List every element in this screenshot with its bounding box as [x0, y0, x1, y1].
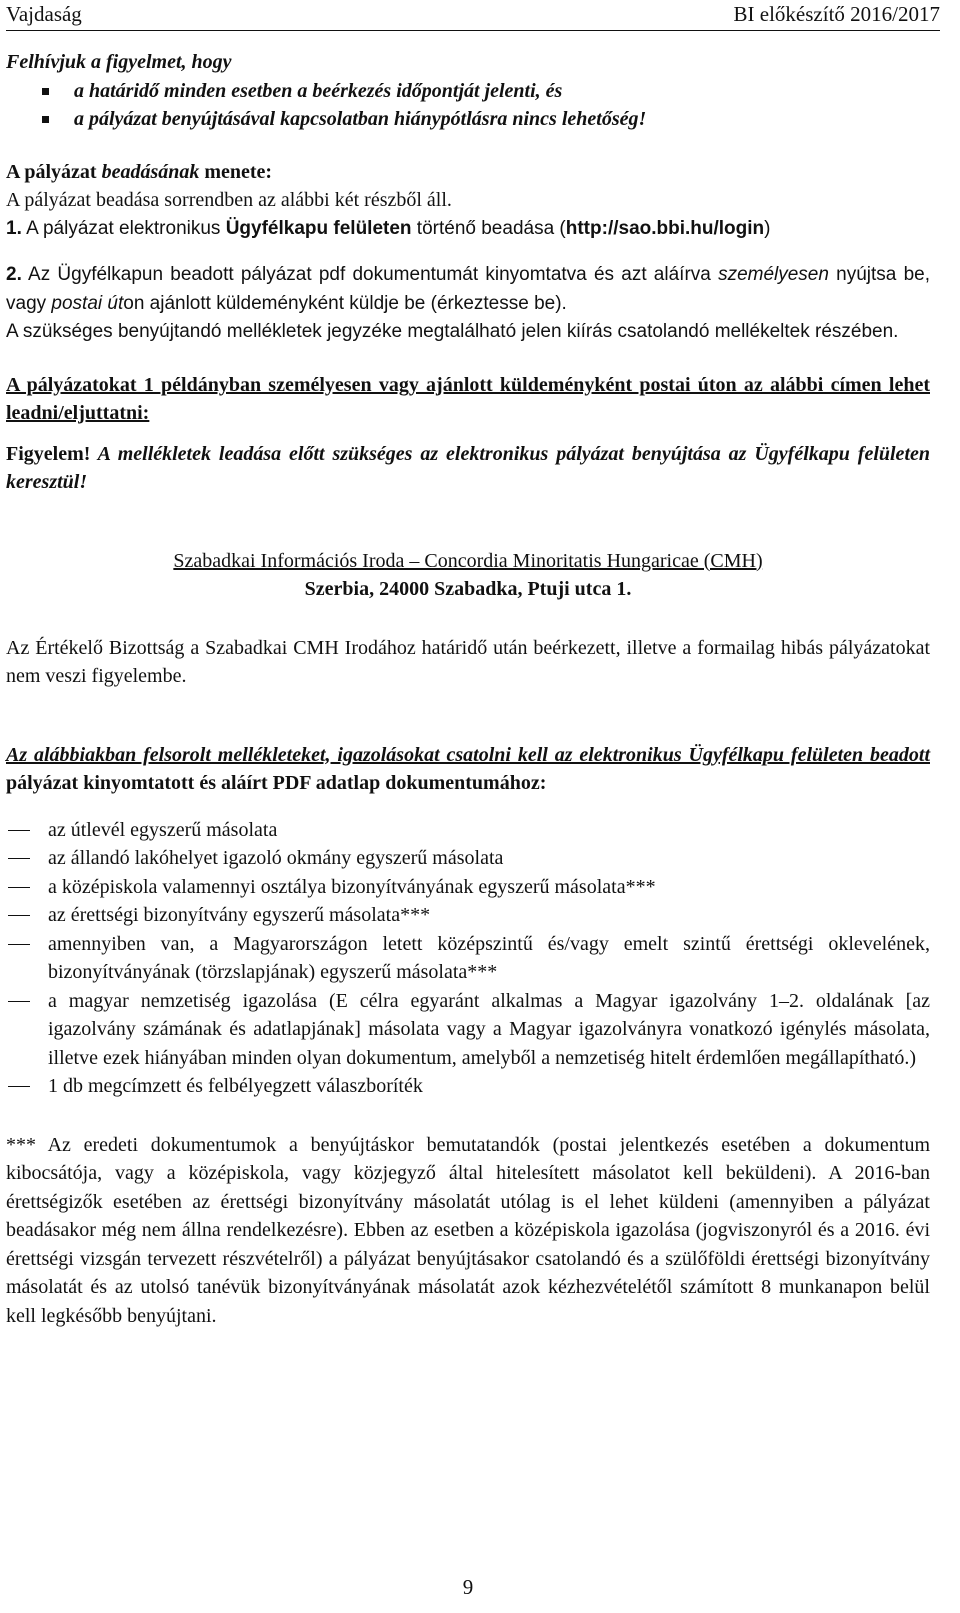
dash-bullet-icon — [8, 1086, 30, 1087]
square-bullet-icon — [42, 116, 49, 123]
dash-bullet-icon — [8, 944, 30, 945]
attachment-item: a középiskola valamennyi osztálya bizonyítványának egyszerű másolata*** — [6, 873, 930, 902]
address-street: Szerbia, 24000 Szabadka, Ptuji utca 1. — [304, 578, 632, 600]
address-office: Szabadkai Információs Iroda – Concordia Minoritatis Hungaricae (CMH) — [173, 549, 763, 572]
dash-bullet-icon — [8, 887, 30, 888]
attachment-item: amennyiben van, a Magyarországon letett középszintű és/vagy emelt szintű érettségi oklevelének, bizonyítványának (törzslapjának) egyszerű másolata*** — [6, 930, 930, 987]
footnote: *** Az eredeti dokumentumok a benyújtáskor bemutatandók (postai jelentkezés esetében a dokumentum kibocsátója, vagy a középiskola, vagy közjegyző által hitelesített másolatot kell beküldeni). A 2016-ban érettségizők esetében az érettségi bizonyítvány másolatát utólag is el lehet küldeni (amennyiben a pályázat beadásakor még nem állna rendelkezésre). Ebben az esetben a középiskola igazolása (jogviszonyról és a 2016. évi érettségi vizsgán tervezett részvételről) a pályázat benyújtásakor csatolandó és a szülőföldi érettségi bizonyítvány másolatát és az utolsó tanévük bizonyítványának másolatát azok kézhezvételétől számított 8 munkanapon belül kell legkésőbb benyújtani. — [6, 1133, 930, 1327]
header-region: Vajdaság — [6, 2, 82, 26]
header-rule — [6, 30, 940, 31]
page-header — [6, 0, 940, 30]
attachment-item: az útlevél egyszerű másolata — [6, 816, 930, 845]
attachments-note: A szükséges benyújtandó mellékletek jegyzéke megtalálható jelen kiírás csatolandó mellékeltek részében. — [6, 321, 899, 342]
process-description: A pályázat beadása sorrendben az alábbi két részből áll. — [6, 189, 452, 211]
process-step-1: 1. A pályázat elektronikus Ügyfélkapu felületen történő beadása (http://sao.bbi.hu/login) — [6, 217, 771, 239]
process-heading: A pályázat beadásának menete: — [6, 160, 273, 183]
dash-bullet-icon — [8, 858, 30, 859]
submission-instruction: A pályázatokat 1 példányban személyesen vagy ajánlott küldeményként postai úton az alábbi címen lehet leadni/eljuttatni: — [6, 373, 930, 424]
dash-bullet-icon — [8, 1001, 30, 1002]
attachment-item: a magyar nemzetiség igazolása (E célra egyaránt alkalmas a Magyar igazolvány 1–2. oldalának [az igazolvány számának és adatlapjának] másolata vagy a Magyar igazolványra vonatkozó igénylés másolata, illetve ezek hiányában minden olyan dokumentum, amelyből a nemzetiség hitelt érdemlően megállapítható.) — [6, 987, 930, 1073]
attachment-item: az állandó lakóhelyet igazoló okmány egyszerű másolata — [6, 844, 930, 873]
page-number: 9 — [462, 1575, 474, 1599]
evaluation-note: Az Értékelő Bizottság a Szabadkai CMH Irodához határidő után beérkezett, illetve a formailag hibás pályázatokat nem veszi figyelembe. — [6, 636, 930, 687]
notice-item: a pályázat benyújtásával kapcsolatban hiánypótlásra nincs lehetőség! — [6, 105, 930, 134]
square-bullet-icon — [42, 88, 49, 95]
page-content — [6, 48, 930, 1330]
dash-bullet-icon — [8, 915, 30, 916]
notice-item: a határidő minden esetben a beérkezés időpontját jelenti, és — [6, 77, 930, 106]
notice-intro: Felhívjuk a figyelmet, hogy — [6, 51, 232, 73]
header-program: BI előkészítő 2016/2017 — [733, 2, 940, 26]
attachment-item: az érettségi bizonyítvány egyszerű másolata*** — [6, 901, 930, 930]
submission-warning: Figyelem! A mellékletek leadása előtt szükséges az elektronikus pályázat benyújtása az Ügyfélkapu felületen keresztül! — [6, 442, 930, 493]
sao-login-link[interactable]: http://sao.bbi.hu/login — [565, 217, 765, 239]
attachments-list — [6, 816, 930, 1101]
process-step-2: 2. Az Ügyfélkapun beadott pályázat pdf dokumentumát kinyomtatva és azt aláírva személyesen nyújtsa be, vagy postai úton ajánlott küldeményként küldje be (érkeztesse be). — [6, 264, 930, 314]
attachments-intro: Az alábbiakban felsorolt mellékleteket, igazolásokat csatolni kell az elektronikus Ügyfélkapu felületen beadott pályázat kinyomtatott és aláírt PDF adatlap dokumentumához: — [6, 743, 930, 794]
notice-list — [6, 77, 930, 134]
attachment-item: 1 db megcímzett és felbélyegzett válaszboríték — [6, 1072, 930, 1101]
dash-bullet-icon — [8, 830, 30, 831]
